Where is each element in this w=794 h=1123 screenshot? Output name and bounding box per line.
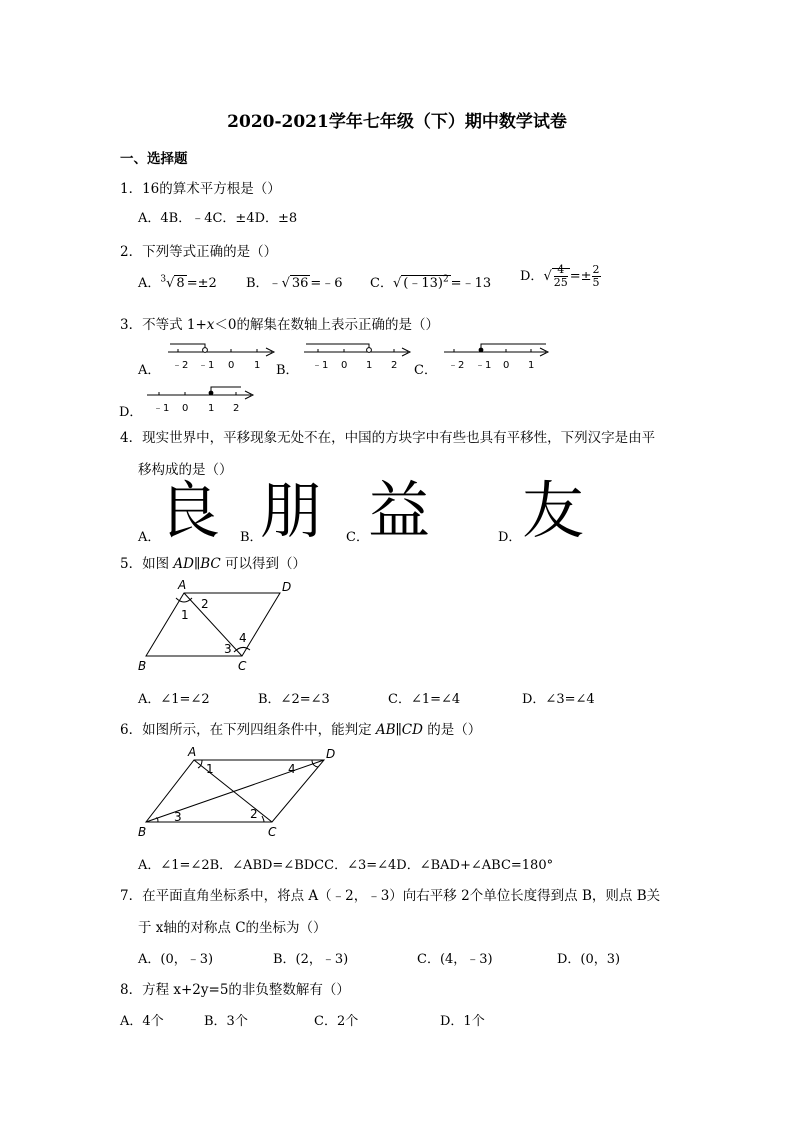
q5-option-a: A．∠1=∠2: [138, 692, 210, 707]
q2-stem: 2．下列等式正确的是（）: [120, 244, 278, 260]
q5-figure: [130, 576, 310, 676]
angle-label: 2: [250, 807, 258, 821]
q7-option-c: C．(4，﹣3): [417, 952, 493, 967]
angle-label: 2: [201, 597, 209, 611]
q1-stem: 1．16的算术平方根是（）: [120, 181, 281, 197]
angle-label: 4: [239, 631, 247, 645]
tick-label: ﹣1: [475, 360, 492, 371]
tick-label: ﹣1: [312, 360, 329, 371]
tick-label: 2: [391, 360, 398, 371]
q4-stem-line2: 移构成的是（）: [138, 462, 233, 478]
numberline-d: [143, 381, 258, 417]
vertex-label: A: [188, 745, 197, 759]
tick-label: 0: [182, 403, 189, 414]
q4-label-d: D．: [498, 530, 522, 545]
tick-label: 0: [503, 360, 510, 371]
q4-char-b: 朋: [260, 474, 323, 547]
q4-stem-line1: 4．现实世界中，平移现象无处不在，中国的方块字中有些也具有平移性，下列汉字是由平: [120, 430, 656, 446]
q2-option-a: A．$^3$√ 8 =±2: [138, 274, 217, 291]
q6-options: A．∠1=∠2B．∠ABD=∠BDCC．∠3=∠4D．∠BAD+∠ABC=180°: [138, 858, 554, 873]
q4-char-c: 益: [368, 474, 431, 547]
tick-label: ﹣2: [448, 360, 465, 371]
vertex-label: C: [268, 825, 277, 839]
q2-option-d: D．√ $\frac{4}{25}$ =± $\frac{2}{5}$: [520, 263, 600, 289]
q4-label-c: C．: [346, 530, 369, 545]
numberline-b: [300, 338, 420, 374]
tick-label: ﹣1: [153, 403, 170, 414]
vertex-label: D: [326, 747, 336, 761]
q7-option-a: A．(0，﹣3): [138, 952, 214, 967]
tick-label: 0: [341, 360, 348, 371]
tick-label: 1: [254, 360, 261, 371]
q4-char-a: 良: [158, 474, 221, 547]
q8-option-b: B．3个: [204, 1014, 248, 1029]
q5-option-c: C．∠1=∠4: [388, 692, 461, 707]
numberline-c: [440, 338, 555, 374]
q8-option-a: A．4个: [120, 1014, 164, 1029]
q8-stem: 8．方程 x+2y=5的非负整数解有（）: [120, 982, 350, 998]
vertex-label: A: [178, 578, 187, 592]
tick-label: ﹣1: [198, 360, 215, 371]
q5-option-b: B．∠2=∠3: [258, 692, 330, 707]
q4-label-b: B．: [240, 530, 263, 545]
angle-label: 1: [206, 762, 214, 776]
tick-label: 1: [366, 360, 373, 371]
q7-option-d: D．(0，3): [557, 952, 621, 967]
angle-label: 4: [288, 762, 296, 776]
tick-label: 2: [233, 403, 240, 414]
q1-options: A．4B．﹣4C．±4D．±8: [138, 211, 298, 226]
q3-label-a: A．: [138, 363, 161, 378]
q3-label-c: C．: [414, 363, 437, 378]
tick-label: 1: [208, 403, 215, 414]
tick-label: ﹣2: [172, 360, 189, 371]
page-title: 2020-2021学年七年级（下）期中数学试卷: [227, 112, 567, 132]
q3-stem: 3．不等式 1+x＜0的解集在数轴上表示正确的是（）: [120, 317, 439, 333]
q8-option-d: D．1个: [440, 1014, 485, 1029]
q3-label-d: D．: [119, 405, 143, 420]
q2-option-c: C．√ (﹣13)$^2$ =﹣13: [370, 274, 492, 291]
q7-stem-line1: 7．在平面直角坐标系中，将点 A（﹣2，﹣3）向右平移 2个单位长度得到点 B，则点 B关: [120, 888, 661, 904]
q5-stem: 5．如图 AD∥BC 可以得到（）: [120, 556, 306, 572]
q8-option-c: C．2个: [314, 1014, 359, 1029]
q4-label-a: A．: [138, 530, 161, 545]
q5-option-d: D．∠3=∠4: [522, 692, 595, 707]
section-heading: 一、选择题: [120, 151, 188, 167]
angle-label: 3: [174, 810, 182, 824]
vertex-label: B: [138, 825, 147, 839]
q7-option-b: B．(2，﹣3): [273, 952, 349, 967]
vertex-label: B: [138, 659, 147, 673]
q6-figure: [134, 742, 344, 842]
angle-label: 1: [181, 608, 189, 622]
q4-char-d: 友: [522, 474, 585, 547]
q3-label-b: B．: [276, 363, 299, 378]
q7-stem-line2: 于 x轴的对称点 C的坐标为（）: [138, 920, 327, 936]
tick-label: 0: [228, 360, 235, 371]
angle-label: 3: [224, 642, 232, 656]
vertex-label: C: [238, 659, 247, 673]
q2-option-b: B．﹣√ 36 =﹣6: [246, 276, 343, 291]
tick-label: 1: [528, 360, 535, 371]
q6-stem: 6．如图所示，在下列四组条件中，能判定 AB∥CD 的是（）: [120, 722, 482, 738]
numberline-a: [160, 338, 280, 374]
vertex-label: D: [282, 580, 292, 594]
